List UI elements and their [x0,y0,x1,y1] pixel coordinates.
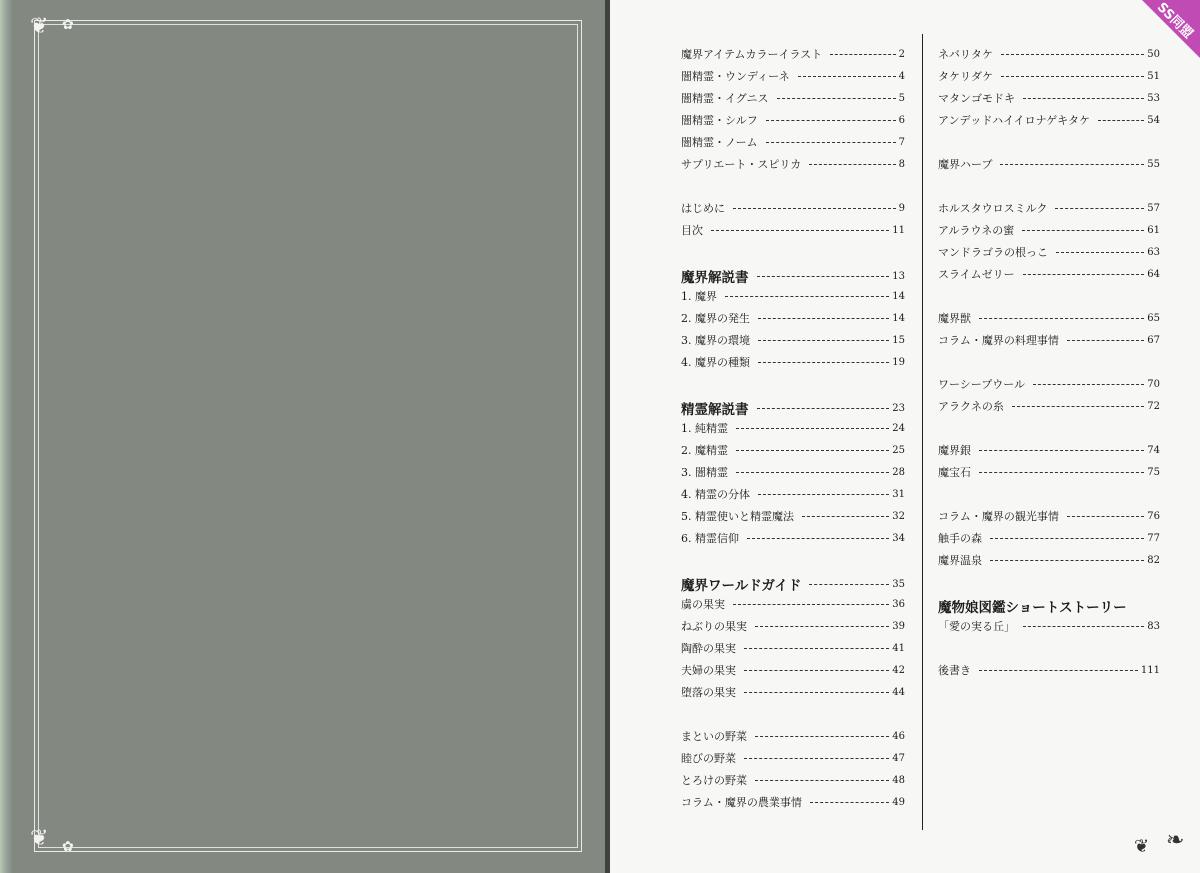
toc-entry-page: 77 [1147,532,1160,544]
toc-entry [681,420,905,436]
toc-entry-page: 74 [1147,444,1160,456]
toc-leader [744,648,889,649]
toc-leader [1023,626,1144,627]
toc-leader [744,692,889,693]
decorative-frame [34,20,582,852]
toc-entry-page: 31 [892,488,905,500]
column-divider [922,34,923,830]
toc-entry-title: 夫婦の果実 [681,664,736,677]
toc-entry-title: 魔界ワールドガイド [681,578,802,594]
toc-entry [938,508,1160,524]
toc-entry [681,794,905,810]
toc-entry-title: 魔物娘図鑑ショートストーリー [938,600,1127,616]
toc-entry-title: 魔界獣 [938,312,971,325]
toc-entry [681,46,905,62]
toc-entry [681,156,905,172]
toc-entry [681,90,905,106]
toc-leader [979,670,1138,671]
toc-leader [744,758,889,759]
toc-entry-page: 36 [892,598,905,610]
toc-entry [938,310,1160,326]
toc-entry-title: アラクネの糸 [938,400,1004,413]
toc-entry-page: 49 [892,796,905,808]
toc-leader [736,428,889,429]
toc-leader [979,318,1144,319]
toc-entry [938,46,1160,62]
toc-entry-page: 32 [892,510,905,522]
toc-entry-page: 47 [892,752,905,764]
toc-entry-page: 25 [892,444,905,456]
toc-entry-title: 後書き [938,664,971,677]
toc-entry-page: 111 [1140,664,1160,676]
toc-entry-title: コラム・魔界の観光事情 [938,510,1059,523]
toc-leader [979,450,1144,451]
corner-ornament-icon: ❦ [1134,836,1150,857]
toc-entry-page: 41 [892,642,905,654]
toc-entry-page: 14 [892,312,905,324]
toc-leader [725,296,889,297]
toc-entry-page: 34 [892,532,905,544]
toc-entry-title: 魔界ハーブ [938,158,993,171]
toc-entry-title: 5. 精霊使いと精霊魔法 [681,510,794,523]
toc-leader [830,54,895,55]
toc-leader [755,780,889,781]
toc-entry-title: 6. 精霊信仰 [681,532,739,545]
toc-entry-title: 魔界銀 [938,444,971,457]
toc-entry-page: 82 [1147,554,1160,566]
toc-entry-page: 19 [892,356,905,368]
toc-entry-title: 「愛の実る丘」 [938,620,1015,633]
toc-entry-page: 42 [892,664,905,676]
toc-entry-page: 55 [1147,158,1160,170]
toc-entry-title: サプリエート・スピリカ [681,158,802,171]
toc-leader [758,340,889,341]
toc-leader [1001,76,1144,77]
toc-entry-title: 闇精霊・イグニス [681,92,769,105]
toc-leader [757,408,890,409]
toc-entry-title: 魔宝石 [938,466,971,479]
toc-entry [938,530,1160,546]
toc-entry-page: 24 [892,422,905,434]
toc-entry-title: コラム・魔界の料理事情 [938,334,1059,347]
toc-entry-page: 46 [892,730,905,742]
toc-leader [758,318,889,319]
toc-entry [681,310,905,326]
toc-entry [938,464,1160,480]
flourish-icon: ✿ [62,17,74,33]
toc-entry [938,112,1160,128]
toc-entry [681,530,905,546]
toc-entry-page: 9 [898,202,905,214]
toc-entry-title: 目次 [681,224,703,237]
toc-leader [758,362,889,363]
watermark-text: SS同盟 [1153,0,1196,42]
toc-entry-page: 11 [892,224,905,236]
toc-entry-page: 63 [1147,246,1160,258]
toc-entry-page: 57 [1147,202,1160,214]
toc-leader [1023,274,1145,275]
toc-entry-title: コラム・魔界の農業事情 [681,796,802,809]
toc-entry [681,464,905,480]
toc-entry [938,398,1160,414]
toc-leader [758,494,889,495]
toc-entry-title: 2. 魔界の発生 [681,312,750,325]
toc-leader [1033,384,1144,385]
toc-entry [681,576,905,592]
toc-entry-page: 28 [892,466,905,478]
toc-leader [809,584,889,585]
toc-entry-page: 4 [898,70,905,82]
toc-entry-title: マンドラゴラの根っこ [938,246,1048,259]
toc-leader [809,164,895,165]
toc-entry-page: 5 [898,92,905,104]
toc-entry [681,596,905,612]
toc-leader [1022,230,1144,231]
toc-entry [681,68,905,84]
toc-leader [810,802,889,803]
flourish-icon: ✿ [62,839,74,855]
toc-entry [681,684,905,700]
toc-entry-page: 70 [1147,378,1160,390]
toc-entry [681,288,905,304]
toc-entry [938,442,1160,458]
toc-entry-title: 触手の森 [938,532,982,545]
toc-entry [681,508,905,524]
toc-entry [681,400,905,416]
toc-entry [681,222,905,238]
toc-entry-title: スライムゼリー [938,268,1015,281]
toc-leader [802,516,889,517]
toc-entry-title: マタンゴモドキ [938,92,1015,105]
toc-leader [747,538,889,539]
toc-entry [681,750,905,766]
toc-entry [681,442,905,458]
toc-entry-title: 魔界解説書 [681,270,749,286]
toc-entry-title: 2. 魔精霊 [681,444,728,457]
toc-entry-title: ワーシープウール [938,378,1026,391]
toc-entry [938,266,1160,282]
toc-entry-title: 4. 精霊の分体 [681,488,750,501]
toc-entry-page: 15 [892,334,905,346]
toc-entry-page: 35 [892,578,905,590]
toc-entry-page: 75 [1147,466,1160,478]
toc-entry-page: 65 [1147,312,1160,324]
toc-leader [1012,406,1144,407]
corner-ornament-icon: ❧ [1166,828,1185,853]
toc-entry-page: 6 [898,114,905,126]
toc-entry [938,244,1160,260]
toc-leader [757,276,890,277]
toc-leader [979,472,1144,473]
toc-entry [681,772,905,788]
toc-entry [681,332,905,348]
toc-leader [733,208,896,209]
toc-entry-title: ネバリタケ [938,48,993,61]
toc-entry [681,354,905,370]
toc-entry [681,268,905,284]
toc-entry-title: 闇精霊・ノーム [681,136,758,149]
toc-leader [733,604,889,605]
toc-entry [938,200,1160,216]
toc-entry [938,376,1160,392]
toc-entry-title: 精霊解説書 [681,402,749,418]
toc-entry [681,112,905,128]
toc-entry [938,332,1160,348]
toc-entry-page: 13 [892,270,905,282]
toc-entry [938,662,1160,678]
corner-ornament-icon: ❦ [30,826,49,851]
toc-entry-title: 4. 魔界の種類 [681,356,750,369]
toc-leader [766,120,896,121]
toc-leader [736,450,889,451]
toc-entry [938,156,1160,172]
toc-entry-page: 72 [1147,400,1160,412]
toc-leader [711,230,889,231]
toc-entry [938,598,1160,614]
toc-entry-page: 48 [892,774,905,786]
toc-entry-title: アルラウネの蜜 [938,224,1015,237]
toc-entry-title: 3. 魔界の環境 [681,334,750,347]
toc-entry [681,200,905,216]
toc-entry-title: 魔界アイテムカラーイラスト [681,48,823,61]
toc-entry-page: 8 [898,158,905,170]
toc-leader [1098,120,1144,121]
toc-entry [681,662,905,678]
toc-entry-page: 54 [1147,114,1160,126]
toc-entry-page: 67 [1147,334,1160,346]
toc-leader [990,538,1144,539]
toc-leader [744,670,889,671]
toc-entry-title: アンデッドハイイロナゲキタケ [938,114,1091,127]
toc-entry-title: 虜の果実 [681,598,725,611]
toc-leader [1067,340,1144,341]
toc-entry-title: 陶酔の果実 [681,642,736,655]
toc-entry [938,68,1160,84]
toc-entry-title: 闇精霊・ウンディーネ [681,70,790,83]
toc-leader [1056,252,1144,253]
toc-leader [777,98,896,99]
toc-entry-page: 76 [1147,510,1160,522]
toc-entry-title: ねぶりの果実 [681,620,747,633]
toc-leader [755,626,889,627]
toc-entry-title: ホルスタウロスミルク [938,202,1048,215]
toc-entry-title: 1. 魔界 [681,290,717,303]
toc-leader [1055,208,1144,209]
toc-leader [990,560,1144,561]
toc-entry [938,90,1160,106]
toc-entry [938,618,1160,634]
toc-entry-page: 83 [1147,620,1160,632]
toc-entry-page: 53 [1147,92,1160,104]
toc-entry [681,618,905,634]
toc-entry [681,134,905,150]
toc-entry-page: 39 [892,620,905,632]
toc-entry-page: 44 [892,686,905,698]
toc-entry [681,728,905,744]
toc-leader [1001,54,1144,55]
toc-entry-title: とろけの野菜 [681,774,747,787]
toc-entry-page: 61 [1147,224,1160,236]
toc-leader [1023,98,1144,99]
toc-entry-title: まといの野菜 [681,730,747,743]
toc-entry-title: はじめに [681,202,725,215]
toc-leader [798,76,896,77]
toc-entry-title: 堕落の果実 [681,686,736,699]
toc-entry [681,640,905,656]
toc-entry-page: 51 [1147,70,1160,82]
toc-entry-title: タケリダケ [938,70,993,83]
toc-leader [1067,516,1144,517]
toc-entry [938,222,1160,238]
corner-ornament-icon: ❦ [30,14,49,39]
toc-entry-title: 魔界温泉 [938,554,982,567]
toc-leader [1000,164,1144,165]
toc-entry-page: 7 [898,136,905,148]
toc-entry-title: 3. 闇精霊 [681,466,728,479]
toc-entry-page: 2 [898,48,905,60]
toc-entry-title: 1. 純精霊 [681,422,728,435]
page-edge [0,0,14,873]
toc-leader [736,472,889,473]
toc-entry-page: 23 [892,402,905,414]
toc-entry [681,486,905,502]
toc-entry-page: 50 [1147,48,1160,60]
toc-entry-page: 64 [1147,268,1160,280]
toc-entry-page: 14 [892,290,905,302]
toc-entry [938,552,1160,568]
toc-entry-title: 闇精霊・シルフ [681,114,758,127]
toc-leader [755,736,889,737]
toc-entry-title: 睦びの野菜 [681,752,736,765]
toc-leader [766,142,896,143]
